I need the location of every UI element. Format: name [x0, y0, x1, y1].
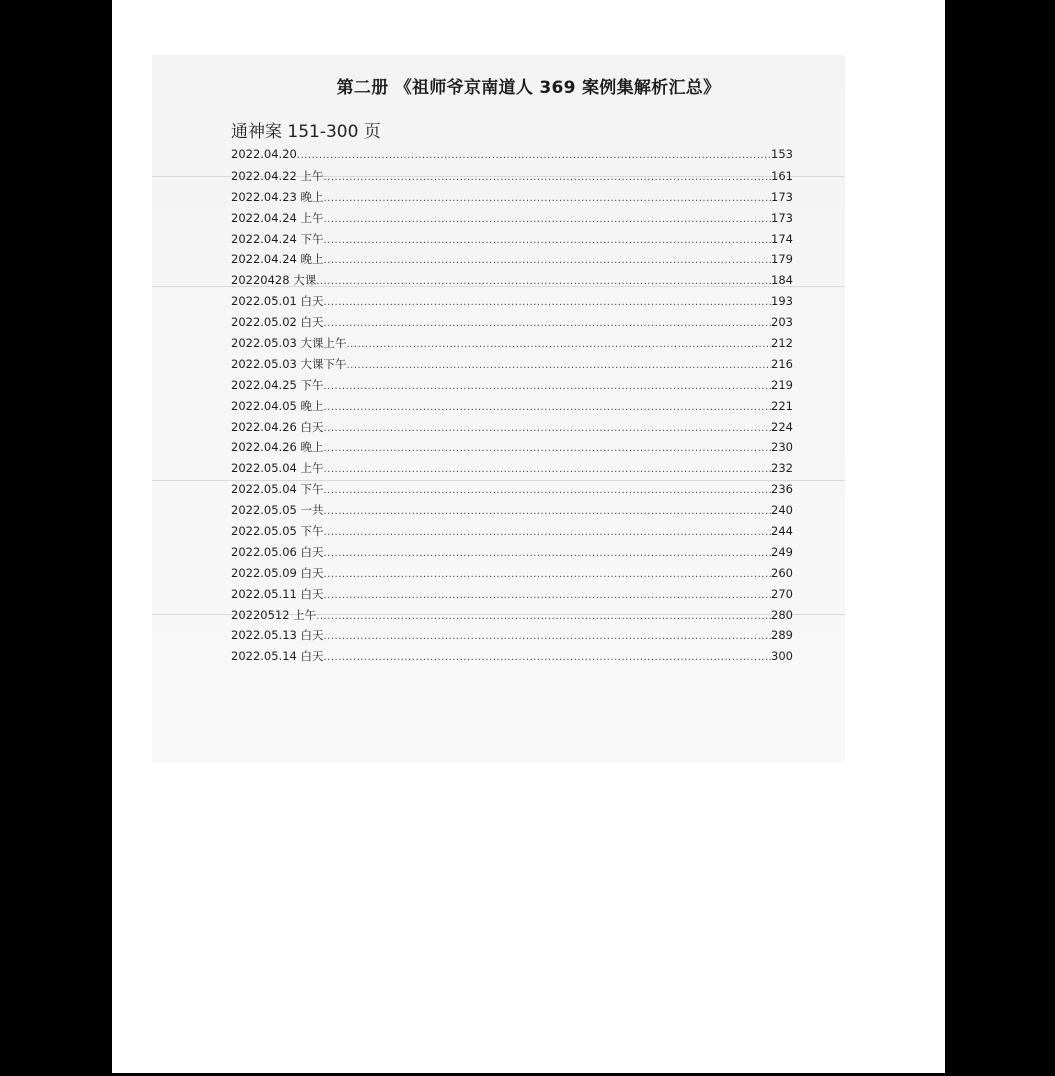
- toc-entry-page-number: 193: [771, 294, 793, 309]
- toc-leader-dots: [324, 485, 772, 496]
- toc-entry[interactable]: [231, 460, 793, 481]
- toc-leader-dots: [324, 527, 772, 538]
- toc-leader-dots: [324, 464, 772, 475]
- toc-entry-page-number: 300: [771, 649, 793, 664]
- toc-entry-page-number: 153: [771, 147, 793, 161]
- toc-entry-label: 2022.05.03 大课上午: [231, 336, 347, 351]
- toc-entry[interactable]: [231, 627, 793, 648]
- toc-leader-dots: [324, 172, 772, 183]
- toc-entry-page-number: 280: [771, 607, 793, 622]
- toc-entry-label: 2022.05.11 白天: [231, 586, 324, 601]
- toc-entry-page-number: 244: [771, 524, 793, 539]
- toc-entry[interactable]: [231, 398, 793, 419]
- toc-leader-dots: [347, 360, 772, 371]
- toc-leader-dots: [324, 381, 772, 392]
- toc-leader-dots: [324, 631, 772, 642]
- toc-entry-page-number: 224: [771, 419, 793, 434]
- toc-entry-page-number: 270: [771, 586, 793, 601]
- toc-entry-label: 2022.04.22 上午: [231, 168, 324, 183]
- toc-entry-label: 2022.05.09 白天: [231, 565, 324, 580]
- toc-leader-dots: [324, 569, 772, 580]
- toc-leader-dots: [297, 150, 771, 161]
- toc-entry[interactable]: [231, 231, 793, 252]
- toc-entry[interactable]: [231, 481, 793, 502]
- toc-entry-label: 2022.04.26 晚上: [231, 440, 324, 455]
- toc-entry[interactable]: [231, 314, 793, 335]
- toc-entry-page-number: 249: [771, 544, 793, 559]
- toc-entry[interactable]: [231, 189, 793, 210]
- document-title: 第二册 《祖师爷京南道人 369 案例集解析汇总》: [336, 78, 721, 98]
- toc-entry-label: 2022.05.03 大课下午: [231, 356, 347, 371]
- toc-entry[interactable]: [231, 377, 793, 398]
- toc-leader-dots: [324, 652, 772, 663]
- toc-entry-label: 2022.05.05 下午: [231, 524, 324, 539]
- toc-entry-label: 2022.05.06 白天: [231, 544, 324, 559]
- toc-entry-label: 2022.04.05 晚上: [231, 398, 324, 413]
- toc-entry-page-number: 236: [771, 482, 793, 497]
- toc-leader-dots: [316, 611, 771, 622]
- toc-entry-page-number: 240: [771, 503, 793, 518]
- toc-entry[interactable]: [231, 607, 793, 628]
- toc-entry-label: 20220512 上午: [231, 607, 317, 622]
- toc-entry-page-number: 289: [771, 628, 793, 643]
- toc-entry[interactable]: [231, 544, 793, 565]
- toc-entry-page-number: 230: [771, 440, 793, 455]
- toc-leader-dots: [324, 214, 772, 225]
- toc-entry[interactable]: [231, 335, 793, 356]
- toc-entry-label: 20220428 大课: [231, 273, 317, 288]
- toc-entry[interactable]: [231, 147, 793, 168]
- document-page: [112, 0, 945, 1073]
- toc-entry[interactable]: [231, 502, 793, 523]
- toc-entry[interactable]: [231, 586, 793, 607]
- toc-entry-label: 2022.04.25 下午: [231, 377, 324, 392]
- toc-entry[interactable]: [231, 272, 793, 293]
- toc-entry-label: 2022.04.24 晚上: [231, 252, 324, 267]
- table-of-contents: [231, 147, 793, 669]
- toc-leader-dots: [324, 402, 772, 413]
- toc-leader-dots: [324, 193, 772, 204]
- toc-entry[interactable]: [231, 523, 793, 544]
- toc-entry[interactable]: [231, 565, 793, 586]
- toc-leader-dots: [324, 443, 772, 454]
- toc-entry-page-number: 173: [771, 189, 793, 204]
- toc-entry-page-number: 203: [771, 315, 793, 330]
- toc-entry-label: 2022.04.26 白天: [231, 419, 324, 434]
- toc-leader-dots: [324, 548, 772, 559]
- toc-leader-dots: [324, 235, 772, 246]
- toc-entry[interactable]: [231, 168, 793, 189]
- toc-entry-page-number: 216: [771, 356, 793, 371]
- toc-entry[interactable]: [231, 293, 793, 314]
- section-heading: 通神案 151-300 页: [231, 122, 381, 142]
- toc-entry-label: 2022.05.04 上午: [231, 461, 324, 476]
- toc-entry-label: 2022.05.04 下午: [231, 482, 324, 497]
- toc-entry-label: 2022.05.13 白天: [231, 628, 324, 643]
- toc-entry-page-number: 174: [771, 231, 793, 246]
- toc-entry[interactable]: [231, 439, 793, 460]
- toc-leader-dots: [324, 590, 772, 601]
- toc-entry[interactable]: [231, 419, 793, 440]
- toc-entry[interactable]: [231, 251, 793, 272]
- toc-entry[interactable]: [231, 356, 793, 377]
- toc-entry-page-number: 232: [771, 461, 793, 476]
- toc-entry-label: 2022.04.24 上午: [231, 210, 324, 225]
- toc-entry-label: 2022.05.14 白天: [231, 649, 324, 664]
- toc-leader-dots: [324, 423, 772, 434]
- toc-entry-label: 2022.04.24 下午: [231, 231, 324, 246]
- toc-entry[interactable]: [231, 210, 793, 231]
- toc-leader-dots: [324, 506, 772, 517]
- toc-entry-label: 2022.04.20: [231, 147, 297, 161]
- toc-leader-dots: [316, 276, 771, 287]
- toc-entry-page-number: 260: [771, 565, 793, 580]
- toc-entry-page-number: 212: [771, 336, 793, 351]
- toc-entry[interactable]: [231, 648, 793, 669]
- toc-entry-label: 2022.05.05 一共: [231, 503, 324, 518]
- toc-entry-label: 2022.04.23 晚上: [231, 189, 324, 204]
- toc-leader-dots: [324, 297, 772, 308]
- toc-entry-label: 2022.05.02 白天: [231, 315, 324, 330]
- toc-leader-dots: [324, 255, 772, 266]
- toc-leader-dots: [347, 339, 772, 350]
- toc-entry-page-number: 173: [771, 210, 793, 225]
- toc-entry-page-number: 179: [771, 252, 793, 267]
- toc-entry-page-number: 219: [771, 377, 793, 392]
- toc-entry-page-number: 221: [771, 398, 793, 413]
- toc-leader-dots: [324, 318, 772, 329]
- toc-entry-page-number: 184: [771, 273, 793, 288]
- toc-entry-label: 2022.05.01 白天: [231, 294, 324, 309]
- toc-entry-page-number: 161: [771, 168, 793, 183]
